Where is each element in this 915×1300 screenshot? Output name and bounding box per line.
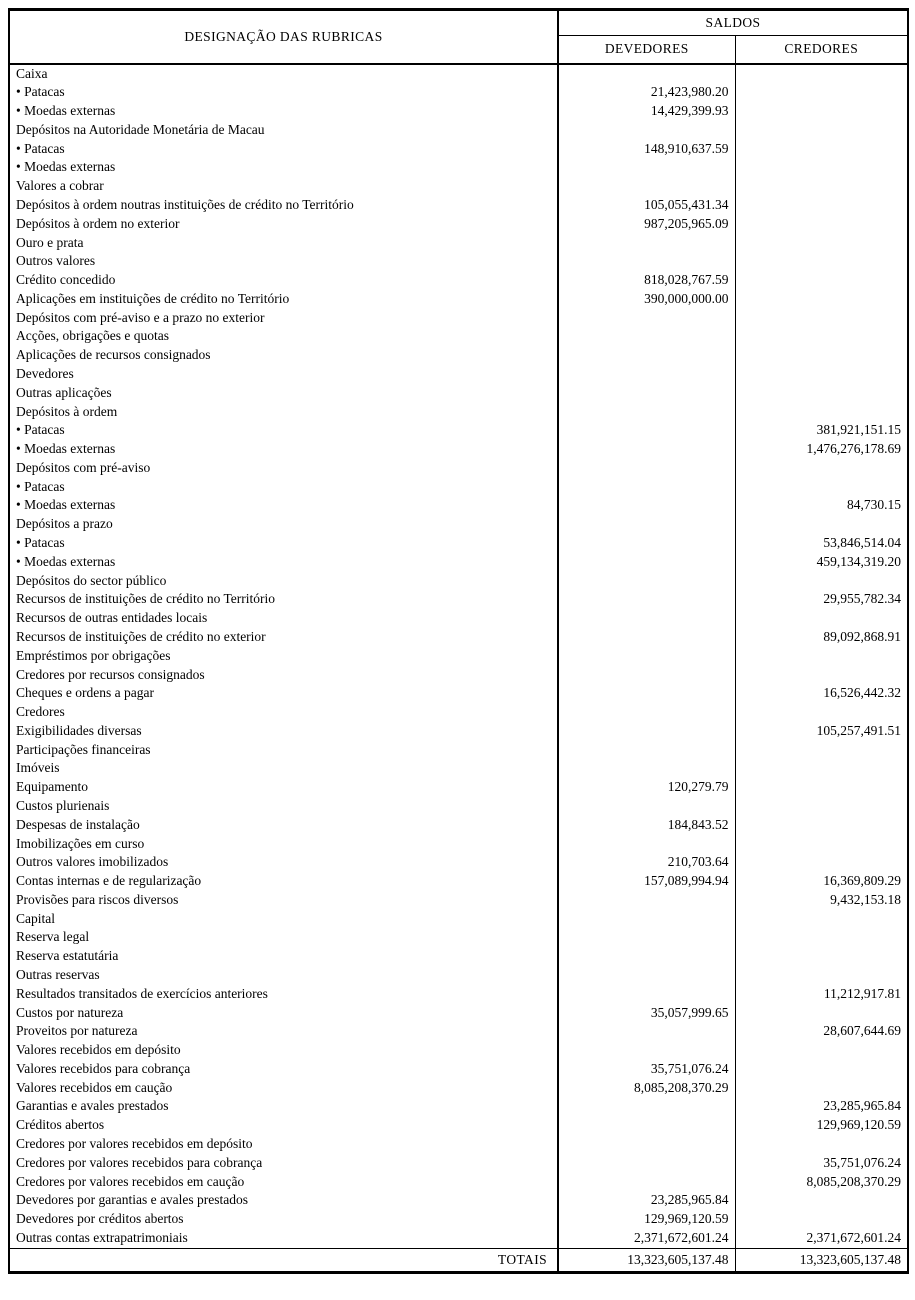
devedores-value — [558, 684, 735, 703]
table-row — [9, 102, 908, 121]
table-row — [9, 647, 908, 666]
credores-value — [735, 1004, 908, 1023]
row-label: Credores — [9, 703, 558, 722]
table-row — [9, 1173, 908, 1192]
column-header-designation: DESIGNAÇÃO DAS RUBRICAS — [9, 10, 558, 64]
credores-value — [735, 365, 908, 384]
row-label: Exigibilidades diversas — [9, 722, 558, 741]
devedores-value — [558, 590, 735, 609]
credores-value — [735, 835, 908, 854]
devedores-value — [558, 440, 735, 459]
row-label: • Patacas — [9, 421, 558, 440]
credores-value — [735, 910, 908, 929]
credores-value — [735, 478, 908, 497]
devedores-value — [558, 985, 735, 1004]
totals-credores-value: 13,323,605,137.48 — [735, 1248, 908, 1272]
table-body — [9, 64, 908, 1249]
credores-value — [735, 947, 908, 966]
table-row — [9, 215, 908, 234]
devedores-value — [558, 1154, 735, 1173]
credores-value — [735, 121, 908, 140]
devedores-value — [558, 628, 735, 647]
row-label: Custos plurienais — [9, 797, 558, 816]
credores-value: 16,526,442.32 — [823, 685, 902, 701]
devedores-value: 35,057,999.65 — [558, 1004, 735, 1023]
row-label: Credores por recursos consignados — [9, 666, 558, 685]
devedores-value — [558, 891, 735, 910]
devedores-value — [558, 1041, 735, 1060]
table-row — [9, 684, 908, 703]
devedores-value: 35,751,076.24 — [558, 1060, 735, 1079]
row-label: Reserva legal — [9, 928, 558, 947]
devedores-value — [558, 647, 735, 666]
devedores-value — [558, 534, 735, 553]
credores-value — [735, 1060, 908, 1079]
row-label: Depósitos com pré-aviso e a prazo no exterior — [9, 309, 558, 328]
table-row — [9, 496, 908, 515]
row-label: • Patacas — [9, 478, 558, 497]
devedores-value — [558, 741, 735, 760]
devedores-value — [558, 403, 735, 422]
table-row — [9, 1154, 908, 1173]
table-row — [9, 947, 908, 966]
devedores-value — [558, 947, 735, 966]
devedores-value — [558, 121, 735, 140]
row-label: Resultados transitados de exercícios anteriores — [9, 985, 558, 1004]
table-row — [9, 1079, 908, 1098]
credores-value — [735, 797, 908, 816]
credores-value — [735, 741, 908, 760]
credores-value — [735, 234, 908, 253]
credores-value — [735, 1079, 908, 1098]
table-row — [9, 534, 908, 553]
table-row — [9, 365, 908, 384]
devedores-value — [558, 384, 735, 403]
table-row — [9, 872, 908, 891]
row-label: • Patacas — [9, 534, 558, 553]
devedores-value — [558, 835, 735, 854]
row-label: • Moedas externas — [9, 553, 558, 572]
row-label: Credores por valores recebidos para cobrança — [9, 1154, 558, 1173]
credores-value — [735, 403, 908, 422]
table-row — [9, 666, 908, 685]
credores-value — [735, 703, 908, 722]
devedores-value — [558, 1097, 735, 1116]
row-label: Imobilizações em curso — [9, 835, 558, 854]
credores-value — [735, 177, 908, 196]
table-row — [9, 478, 908, 497]
devedores-value: 120,279.79 — [558, 778, 735, 797]
table-row — [9, 572, 908, 591]
row-label: Créditos abertos — [9, 1116, 558, 1135]
devedores-value — [558, 1135, 735, 1154]
table-row — [9, 590, 908, 609]
row-label: Provisões para riscos diversos — [9, 891, 558, 910]
row-label: Depósitos à ordem — [9, 403, 558, 422]
devedores-value — [558, 928, 735, 947]
table-row — [9, 553, 908, 572]
devedores-value: 148,910,637.59 — [558, 140, 735, 159]
row-label: Cheques e ordens a pagar — [9, 684, 558, 703]
credores-value — [735, 572, 908, 591]
devedores-value — [558, 459, 735, 478]
row-label: Capital — [9, 910, 558, 929]
table-row — [9, 403, 908, 422]
devedores-value — [558, 797, 735, 816]
table-row — [9, 271, 908, 290]
table-row — [9, 853, 908, 872]
table-row — [9, 928, 908, 947]
table-row — [9, 1060, 908, 1079]
row-label: Outras reservas — [9, 966, 558, 985]
devedores-value — [558, 1022, 735, 1041]
credores-value — [735, 609, 908, 628]
row-label: Participações financeiras — [9, 741, 558, 760]
credores-value — [735, 928, 908, 947]
credores-value: 84,730.15 — [847, 497, 902, 513]
table-row — [9, 910, 908, 929]
row-label: Custos por natureza — [9, 1004, 558, 1023]
credores-value — [735, 1135, 908, 1154]
credores-value — [735, 759, 908, 778]
credores-value: 35,751,076.24 — [823, 1154, 902, 1170]
credores-value: 459,134,319.20 — [816, 553, 902, 569]
table-row — [9, 835, 908, 854]
table-row — [9, 252, 908, 271]
table-row — [9, 515, 908, 534]
credores-value — [735, 1210, 908, 1229]
devedores-value: 818,028,767.59 — [558, 271, 735, 290]
table-row — [9, 290, 908, 309]
table-row — [9, 1041, 908, 1060]
devedores-value — [558, 966, 735, 985]
credores-value — [735, 158, 908, 177]
devedores-value — [558, 234, 735, 253]
table-row — [9, 83, 908, 102]
table-row — [9, 722, 908, 741]
devedores-value — [558, 572, 735, 591]
table-row — [9, 1022, 908, 1041]
devedores-value — [558, 177, 735, 196]
table-row — [9, 177, 908, 196]
credores-value — [735, 252, 908, 271]
table-row — [9, 421, 908, 440]
row-label: Crédito concedido — [9, 271, 558, 290]
row-label: Credores por valores recebidos em depósito — [9, 1135, 558, 1154]
table-row — [9, 234, 908, 253]
devedores-value — [558, 609, 735, 628]
row-label: Outras aplicações — [9, 384, 558, 403]
credores-value: 29,955,782.34 — [823, 591, 902, 607]
row-label: Depósitos do sector público — [9, 572, 558, 591]
table-row — [9, 459, 908, 478]
table-row — [9, 759, 908, 778]
devedores-value — [558, 478, 735, 497]
row-label: Imóveis — [9, 759, 558, 778]
credores-value: 8,085,208,370.29 — [806, 1173, 902, 1189]
credores-value: 53,846,514.04 — [823, 535, 902, 551]
row-label: Garantias e avales prestados — [9, 1097, 558, 1116]
devedores-value — [558, 496, 735, 515]
table-row — [9, 1210, 908, 1229]
row-label: Valores a cobrar — [9, 177, 558, 196]
row-label: • Moedas externas — [9, 102, 558, 121]
devedores-value — [558, 158, 735, 177]
row-label: Outros valores imobilizados — [9, 853, 558, 872]
row-label: Aplicações em instituições de crédito no Território — [9, 290, 558, 309]
devedores-value — [558, 252, 735, 271]
table-row — [9, 64, 908, 84]
credores-value — [735, 515, 908, 534]
credores-value — [735, 83, 908, 102]
row-label: Outras contas extrapatrimoniais — [9, 1229, 558, 1248]
credores-value: 23,285,965.84 — [823, 1098, 902, 1114]
table-row — [9, 891, 908, 910]
table-row — [9, 140, 908, 159]
credores-value: 89,092,868.91 — [823, 628, 902, 644]
column-header-saldos: SALDOS — [558, 10, 908, 36]
row-label: Valores recebidos em caução — [9, 1079, 558, 1098]
devedores-value — [558, 365, 735, 384]
table-row — [9, 1097, 908, 1116]
devedores-value — [558, 553, 735, 572]
credores-value: 105,257,491.51 — [816, 722, 902, 738]
credores-value — [735, 64, 908, 84]
column-header-devedores: DEVEDORES — [558, 36, 735, 64]
row-label: Reserva estatutária — [9, 947, 558, 966]
devedores-value: 184,843.52 — [558, 816, 735, 835]
credores-value — [735, 102, 908, 121]
table-row — [9, 1004, 908, 1023]
totals-devedores-value: 13,323,605,137.48 — [558, 1248, 735, 1272]
credores-value: 129,969,120.59 — [816, 1117, 902, 1133]
devedores-value: 8,085,208,370.29 — [558, 1079, 735, 1098]
row-label: Contas internas e de regularização — [9, 872, 558, 891]
row-label: Despesas de instalação — [9, 816, 558, 835]
row-label: Depósitos à ordem no exterior — [9, 215, 558, 234]
devedores-value: 2,371,672,601.24 — [558, 1229, 735, 1248]
row-label: Depósitos na Autoridade Monetária de Macau — [9, 121, 558, 140]
totals-label: TOTAIS — [9, 1248, 558, 1272]
table-row — [9, 1229, 908, 1248]
devedores-value: 14,429,399.93 — [558, 102, 735, 121]
table-row — [9, 384, 908, 403]
devedores-value — [558, 346, 735, 365]
table-row — [9, 440, 908, 459]
row-label: Proveitos por natureza — [9, 1022, 558, 1041]
credores-value: 381,921,151.15 — [816, 422, 902, 438]
table-row — [9, 816, 908, 835]
devedores-value: 987,205,965.09 — [558, 215, 735, 234]
row-label: • Moedas externas — [9, 440, 558, 459]
table-row — [9, 609, 908, 628]
devedores-value — [558, 1173, 735, 1192]
devedores-value: 129,969,120.59 — [558, 1210, 735, 1229]
table-row — [9, 703, 908, 722]
devedores-value — [558, 1116, 735, 1135]
table-row — [9, 309, 908, 328]
credores-value — [735, 778, 908, 797]
row-label: Recursos de outras entidades locais — [9, 609, 558, 628]
table-row — [9, 741, 908, 760]
credores-value — [735, 271, 908, 290]
credores-value: 9,432,153.18 — [830, 891, 902, 907]
credores-value — [735, 309, 908, 328]
table-row — [9, 327, 908, 346]
row-label: Recursos de instituições de crédito no exterior — [9, 628, 558, 647]
credores-value: 1,476,276,178.69 — [806, 441, 902, 457]
row-label: • Patacas — [9, 140, 558, 159]
credores-value — [735, 327, 908, 346]
credores-value: 16,369,809.29 — [823, 873, 902, 889]
table-row — [9, 966, 908, 985]
row-label: Valores recebidos para cobrança — [9, 1060, 558, 1079]
row-label: Depósitos com pré-aviso — [9, 459, 558, 478]
credores-value — [735, 816, 908, 835]
devedores-value: 105,055,431.34 — [558, 196, 735, 215]
table-row — [9, 985, 908, 1004]
credores-value — [735, 1041, 908, 1060]
table-row — [9, 1191, 908, 1210]
devedores-value — [558, 421, 735, 440]
row-label: Depósitos a prazo — [9, 515, 558, 534]
row-label: Devedores — [9, 365, 558, 384]
devedores-value — [558, 722, 735, 741]
credores-value — [735, 140, 908, 159]
credores-value: 2,371,672,601.24 — [806, 1229, 902, 1245]
devedores-value — [558, 759, 735, 778]
devedores-value: 390,000,000.00 — [558, 290, 735, 309]
row-label: Depósitos à ordem noutras instituições de crédito no Território — [9, 196, 558, 215]
devedores-value — [558, 327, 735, 346]
credores-value: 11,212,917.81 — [823, 985, 902, 1001]
credores-value: 28,607,644.69 — [823, 1023, 902, 1039]
row-label: Equipamento — [9, 778, 558, 797]
credores-value — [735, 196, 908, 215]
devedores-value — [558, 703, 735, 722]
table-row — [9, 628, 908, 647]
devedores-value — [558, 910, 735, 929]
row-label: Recursos de instituições de crédito no Território — [9, 590, 558, 609]
devedores-value — [558, 666, 735, 685]
table-header — [9, 10, 908, 64]
table-row — [9, 797, 908, 816]
row-label: Caixa — [9, 64, 558, 84]
row-label: Outros valores — [9, 252, 558, 271]
row-label: Aplicações de recursos consignados — [9, 346, 558, 365]
credores-value — [735, 853, 908, 872]
credores-value — [735, 966, 908, 985]
devedores-value: 210,703.64 — [558, 853, 735, 872]
row-label: Valores recebidos em depósito — [9, 1041, 558, 1060]
table-row — [9, 196, 908, 215]
credores-value — [735, 384, 908, 403]
row-label: Credores por valores recebidos em caução — [9, 1173, 558, 1192]
row-label: Acções, obrigações e quotas — [9, 327, 558, 346]
credores-value — [735, 290, 908, 309]
devedores-value: 157,089,994.94 — [558, 872, 735, 891]
row-label: Devedores por créditos abertos — [9, 1210, 558, 1229]
row-label: • Patacas — [9, 83, 558, 102]
balance-sheet-table — [8, 8, 909, 1274]
credores-value — [735, 215, 908, 234]
devedores-value — [558, 309, 735, 328]
totals-row — [9, 1248, 908, 1272]
table-row — [9, 158, 908, 177]
credores-value — [735, 346, 908, 365]
row-label: Devedores por garantias e avales prestados — [9, 1191, 558, 1210]
table-row — [9, 121, 908, 140]
column-header-credores: CREDORES — [735, 36, 908, 64]
table-row — [9, 1135, 908, 1154]
credores-value — [735, 666, 908, 685]
devedores-value: 23,285,965.84 — [558, 1191, 735, 1210]
devedores-value — [558, 515, 735, 534]
credores-value — [735, 1191, 908, 1210]
credores-value — [735, 647, 908, 666]
row-label: Ouro e prata — [9, 234, 558, 253]
row-label: • Moedas externas — [9, 496, 558, 515]
row-label: • Moedas externas — [9, 158, 558, 177]
table-row — [9, 778, 908, 797]
table-row — [9, 1116, 908, 1135]
row-label: Empréstimos por obrigações — [9, 647, 558, 666]
credores-value — [735, 459, 908, 478]
devedores-value — [558, 64, 735, 84]
table-row — [9, 346, 908, 365]
devedores-value: 21,423,980.20 — [558, 83, 735, 102]
